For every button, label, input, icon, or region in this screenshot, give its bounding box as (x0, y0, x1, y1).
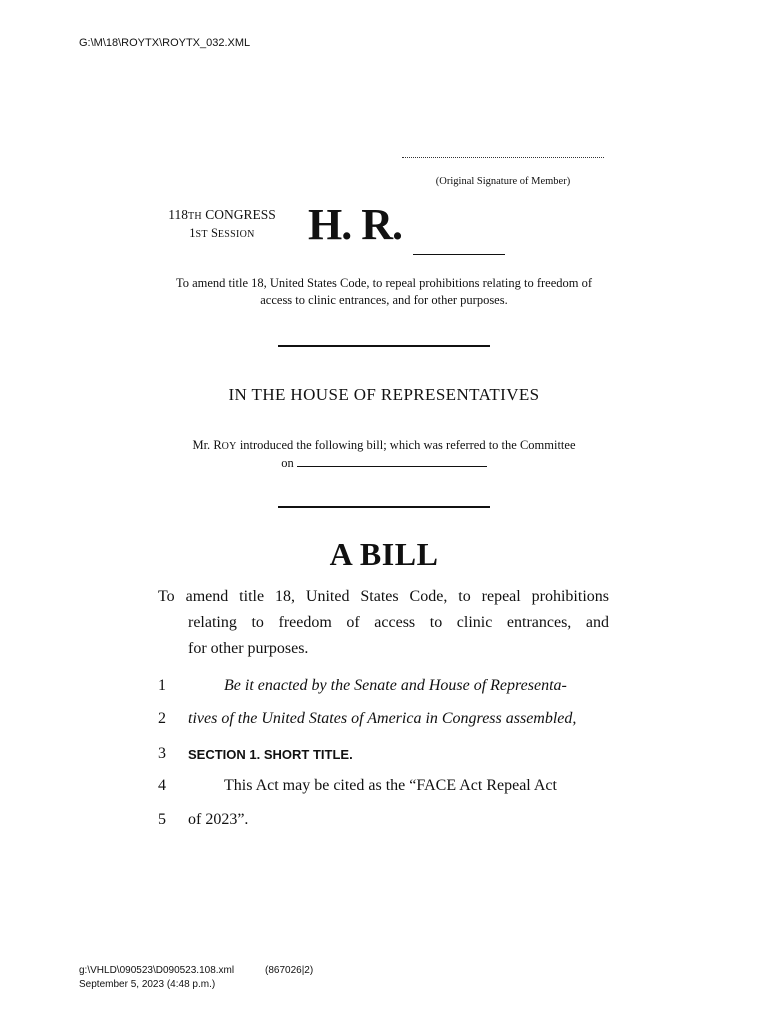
session-digit: 1 (189, 226, 196, 240)
line-number: 1 (158, 677, 166, 694)
sponsor-initial: R (213, 438, 222, 452)
session-word-rest: ESSION (217, 229, 255, 240)
bill-heading: A BILL (329, 536, 439, 572)
bill-number-label: H. R. (308, 200, 402, 249)
line-number: 2 (158, 710, 166, 727)
bill-line (158, 745, 610, 767)
signature-label: (Original Signature of Member) (435, 176, 571, 187)
committee-blank (297, 455, 487, 467)
introduction-text (160, 437, 608, 472)
enacting-clause: Be it enacted by the Senate and House of Representa- (224, 677, 567, 694)
house-heading: IN THE HOUSE OF REPRESENTATIVES (228, 385, 540, 404)
bill-number-blank (413, 254, 505, 255)
line-number: 4 (158, 777, 166, 794)
section-heading: SECTION 1. SHORT TITLE. (188, 747, 353, 762)
footer-date: September 5, 2023 (4:48 p.m.) (79, 979, 216, 990)
committee-on-label: on (281, 456, 297, 470)
line-number: 3 (158, 745, 166, 762)
section-text: of 2023”. (188, 811, 249, 828)
long-title-line: for other purposes. (188, 640, 309, 657)
congress-session-block (150, 206, 294, 243)
line-number: 5 (158, 811, 166, 828)
session-number (150, 225, 294, 243)
file-path: G:\M\18\ROYTX\ROYTX_032.XML (79, 37, 251, 49)
session-word-initial: S (207, 226, 218, 240)
congress-number-suffix: TH (187, 211, 202, 222)
congress-number-digits: 118 (168, 207, 188, 222)
signature-line (402, 157, 604, 158)
enacting-clause: tives of the United States of America in Congress assembled, (188, 710, 577, 727)
long-title-line: relating to freedom of access to clinic entrances, and (188, 614, 609, 631)
long-title (158, 584, 609, 662)
bill-line (158, 811, 610, 833)
bill-line (158, 677, 610, 699)
divider-rule (278, 506, 490, 508)
divider-rule (278, 345, 490, 347)
footer-doc-path: g:\VHLD\090523\D090523.108.xml (79, 965, 235, 976)
congress-word: CONGRESS (201, 207, 276, 222)
session-suffix: ST (195, 229, 208, 240)
section-text: This Act may be cited as the “FACE Act Repeal Act (224, 777, 557, 794)
long-title-line: To amend title 18, United States Code, to repeal prohibitions (158, 588, 609, 605)
congress-number (150, 206, 294, 225)
sponsor-title: Mr. (192, 438, 214, 452)
bill-line (158, 710, 610, 732)
bill-line (158, 777, 610, 799)
short-description: To amend title 18, United States Code, to repeal prohibitions relating to freedom of access to clinic entrances, and for other purposes. (175, 276, 593, 307)
sponsor-name-rest: OY (221, 441, 237, 452)
introduction-sentence: introduced the following bill; which was referred to the Committee (236, 438, 576, 452)
footer-doc-code: (867026|2) (265, 965, 314, 976)
